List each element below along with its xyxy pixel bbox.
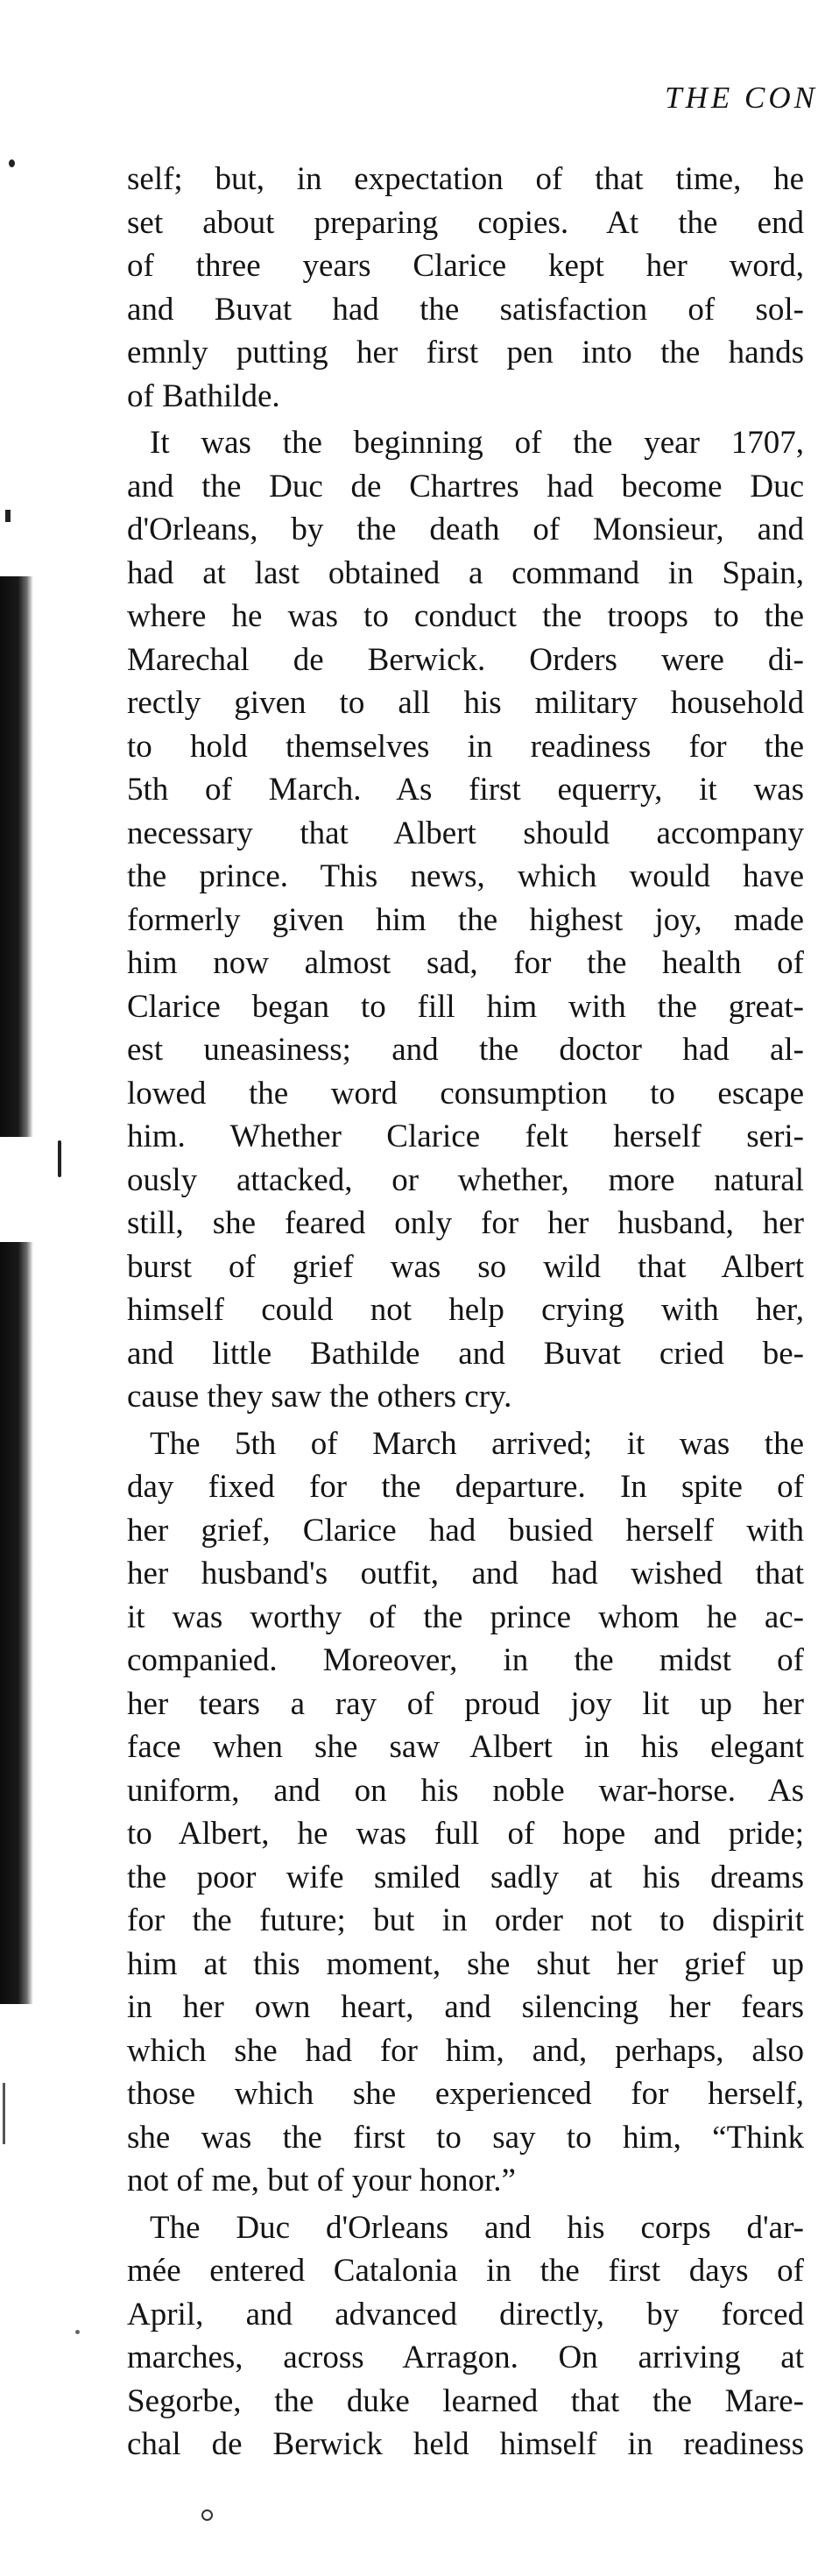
text-line: The 5th of March arrived; it was the xyxy=(150,1425,804,1462)
text-line: had at last obtained a command in Spain, xyxy=(127,554,804,591)
binding-mark xyxy=(3,2083,5,2144)
text-line: she was the first to say to him, “Think xyxy=(127,2119,804,2156)
text-line: emnly putting her first pen into the hands xyxy=(127,335,804,371)
text-line: self; but, in expectation of that time, he xyxy=(127,161,804,197)
text-line: Segorbe, the duke learned that the Mare- xyxy=(127,2382,804,2419)
running-header: THE CON xyxy=(665,81,818,115)
text-line: himself could not help crying with her, xyxy=(127,1292,804,1328)
text-line: burst of grief was so wild that Albert xyxy=(127,1248,804,1285)
text-line: not of me, but of your honor.” xyxy=(127,2163,516,2198)
binding-shadow-lower xyxy=(0,1242,33,2004)
text-line: the prince. This news, which would have xyxy=(127,858,804,894)
text-line: to Albert, he was full of hope and pride; xyxy=(127,1816,804,1852)
text-line: which she had for him, and, perhaps, also xyxy=(127,2032,804,2069)
text-line: set about preparing copies. At the end xyxy=(127,204,804,241)
text-line: him now almost sad, for the health of xyxy=(127,945,804,981)
text-line: Clarice began to fill him with the great- xyxy=(127,988,804,1025)
ink-speck xyxy=(9,159,15,167)
text-line: It was the beginning of the year 1707, xyxy=(150,425,804,461)
text-line: still, she feared only for her husband, her xyxy=(127,1205,804,1241)
text-line: rectly given to all his military household xyxy=(127,685,804,721)
text-line: him. Whether Clarice felt herself seri- xyxy=(127,1119,804,1154)
text-line: mée entered Catalonia in the first days of xyxy=(127,2253,804,2289)
text-line: cause they saw the others cry. xyxy=(127,1379,512,1415)
text-line: face when she saw Albert in his elegant xyxy=(127,1729,804,1765)
text-line: Marechal de Berwick. Orders were di- xyxy=(127,641,804,678)
text-line: her tears a ray of proud joy lit up her xyxy=(127,1685,804,1722)
text-line: those which she experienced for herself, xyxy=(127,2076,804,2112)
text-line: the poor wife smiled sadly at his dreams xyxy=(127,1859,804,1895)
text-line: to hold themselves in readiness for the xyxy=(127,728,804,765)
text-line: lowed the word consumption to escape xyxy=(127,1075,804,1112)
paragraph xyxy=(127,158,804,418)
paragraph xyxy=(127,2206,804,2467)
text-line: uniform, and on his noble war-horse. As xyxy=(127,1772,804,1809)
text-line: and Buvat had the satisfaction of sol- xyxy=(127,291,804,328)
text-line: of Bathilde. xyxy=(127,378,280,414)
text-line: 5th of March. As first equerry, it was xyxy=(127,772,804,808)
text-line: d'Orleans, by the death of Monsieur, and xyxy=(127,512,804,547)
text-line: her husband's outfit, and had wished that xyxy=(127,1556,804,1591)
text-line: ously attacked, or whether, more natural xyxy=(127,1161,804,1198)
ink-speck xyxy=(75,2330,80,2334)
text-line: her grief, Clarice had busied herself with xyxy=(127,1512,804,1549)
text-line: chal de Berwick held himself in readiness xyxy=(127,2426,804,2462)
text-line: where he was to conduct the troops to the xyxy=(127,598,804,634)
text-line: day fixed for the departure. In spite of xyxy=(127,1469,804,1505)
text-line: him at this moment, she shut her grief up xyxy=(127,1945,804,1982)
text-line: in her own heart, and silencing her fears xyxy=(127,1989,804,2025)
binding-mark xyxy=(58,1140,61,1177)
text-line: of three years Clarice kept her word, xyxy=(127,248,804,284)
text-line: marches, across Arragon. On arriving at xyxy=(127,2340,804,2375)
text-line: April, and advanced directly, by forced xyxy=(127,2296,804,2333)
text-line: formerly given him the highest joy, made xyxy=(127,901,804,938)
text-line: necessary that Albert should accompany xyxy=(127,815,804,851)
text-line: and little Bathilde and Buvat cried be- xyxy=(127,1335,804,1372)
paragraph xyxy=(127,1422,804,2203)
ink-speck xyxy=(201,2509,213,2521)
text-line: and the Duc de Chartres had become Duc xyxy=(127,468,804,505)
text-line: est uneasiness; and the doctor had al- xyxy=(127,1032,804,1068)
text-line: companied. Moreover, in the midst of xyxy=(127,1642,804,1678)
binding-shadow-upper xyxy=(0,576,33,1137)
text-line: it was worthy of the prince whom he ac- xyxy=(127,1599,804,1635)
ink-speck xyxy=(5,510,11,522)
text-line: The Duc d'Orleans and his corps d'ar- xyxy=(150,2209,804,2246)
text-line: for the future; but in order not to dispirit xyxy=(127,1902,804,1938)
text-column xyxy=(127,158,804,2467)
paragraph xyxy=(127,421,804,1419)
